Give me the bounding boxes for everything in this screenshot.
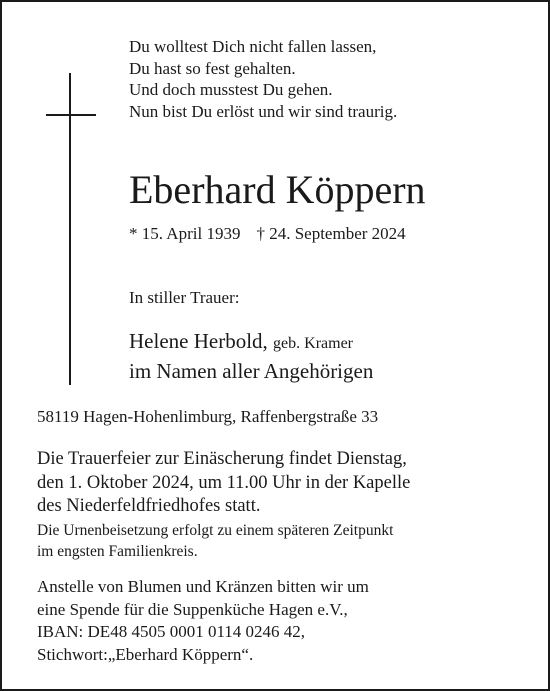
donation-request (37, 576, 369, 666)
donation-iban: IBAN: DE48 4505 0001 0114 0246 42, (37, 622, 306, 641)
life-dates (129, 223, 406, 245)
funeral-line: den 1. Oktober 2024, um 11.00 Uhr in der Kapelle (37, 472, 411, 493)
cross-symbol-horizontal-bar (46, 114, 96, 116)
mourner-family-line: im Namen aller Angehörigen (129, 359, 374, 383)
poem-line: Du hast so fest gehalten. (129, 58, 296, 78)
memorial-poem (129, 36, 397, 122)
urn-line: Die Urnenbeisetzung erfolgt zu einem späteren Zeitpunkt (37, 522, 394, 539)
mourner-name-line (129, 328, 353, 357)
donation-keyword: Stichwort:„Eberhard Köppern“. (37, 644, 254, 664)
poem-line: Du wolltest Dich nicht fallen lassen, (129, 37, 377, 56)
poem-line: Nun bist Du erlöst und wir sind traurig. (129, 101, 398, 121)
donation-line: eine Spende für die Suppenküche Hagen e.V., (37, 599, 348, 619)
urn-line: im engsten Familienkreis. (37, 543, 198, 560)
poem-line: Und doch musstest Du gehen. (129, 80, 333, 99)
mourning-intro: In stiller Trauer: (129, 288, 240, 307)
mourner-address: 58119 Hagen-Hohenlimburg, Raffenbergstraße 33 (37, 407, 379, 426)
funeral-announcement (37, 448, 410, 519)
funeral-line: Die Trauerfeier zur Einäscherung findet Dienstag, (37, 449, 407, 469)
birth-date: * 15. April 1939 (129, 224, 241, 243)
death-date: † 24. September 2024 (256, 224, 406, 243)
urn-burial-note (37, 520, 393, 562)
cross-symbol-vertical-bar (69, 73, 71, 385)
mourner-name: Helene Herbold, (129, 329, 268, 353)
deceased-name: Eberhard Köppern (129, 167, 426, 212)
donation-line: Anstelle von Blumen und Kränzen bitten wir um (37, 577, 369, 596)
funeral-line: des Niederfeldfriedhofes statt. (37, 496, 261, 516)
mourner-birth-name: geb. Kramer (273, 335, 353, 352)
